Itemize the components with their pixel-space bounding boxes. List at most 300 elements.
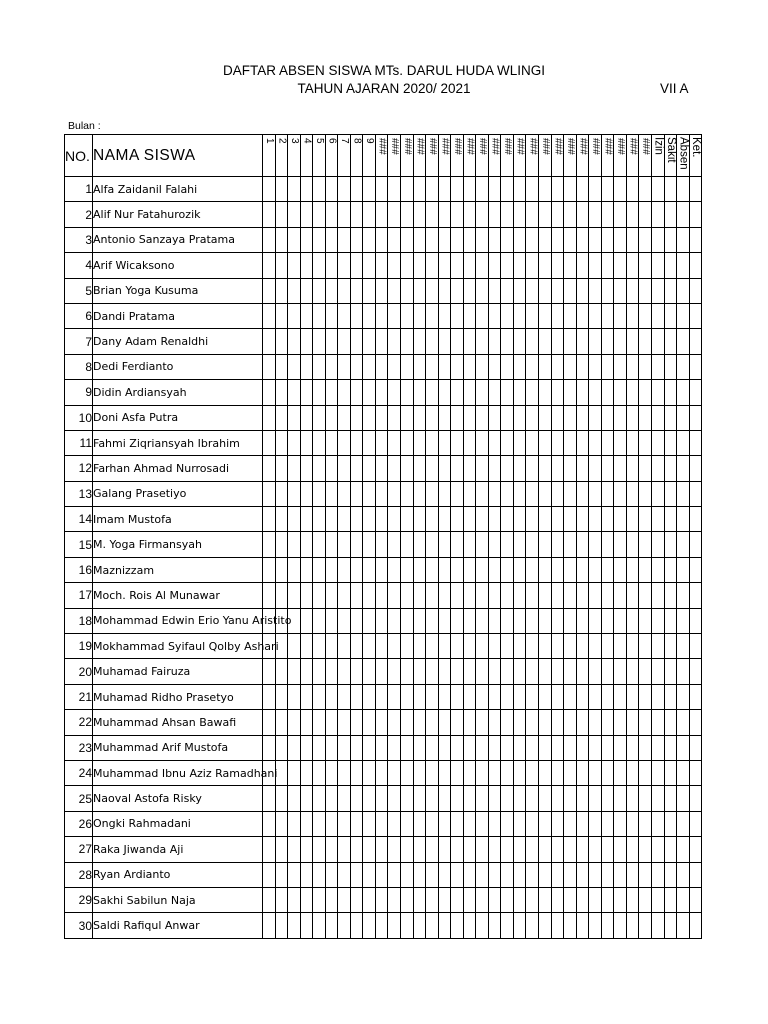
recap-cell[interactable] xyxy=(677,583,690,608)
attendance-cell[interactable] xyxy=(438,380,451,405)
attendance-cell[interactable] xyxy=(275,253,288,278)
attendance-cell[interactable] xyxy=(338,887,351,912)
attendance-cell[interactable] xyxy=(463,811,476,836)
attendance-cell[interactable] xyxy=(476,278,489,303)
attendance-cell[interactable] xyxy=(313,786,326,811)
attendance-cell[interactable] xyxy=(338,811,351,836)
attendance-cell[interactable] xyxy=(375,278,388,303)
attendance-cell[interactable] xyxy=(626,532,639,557)
attendance-cell[interactable] xyxy=(551,507,564,532)
recap-cell[interactable] xyxy=(664,202,677,227)
attendance-cell[interactable] xyxy=(451,227,464,252)
attendance-cell[interactable] xyxy=(388,862,401,887)
attendance-cell[interactable] xyxy=(451,837,464,862)
attendance-cell[interactable] xyxy=(614,405,627,430)
attendance-cell[interactable] xyxy=(501,354,514,379)
attendance-cell[interactable] xyxy=(413,634,426,659)
attendance-cell[interactable] xyxy=(626,405,639,430)
attendance-cell[interactable] xyxy=(325,481,338,506)
attendance-cell[interactable] xyxy=(313,634,326,659)
attendance-cell[interactable] xyxy=(426,532,439,557)
attendance-cell[interactable] xyxy=(501,887,514,912)
attendance-cell[interactable] xyxy=(488,634,501,659)
attendance-cell[interactable] xyxy=(539,913,552,938)
attendance-cell[interactable] xyxy=(463,456,476,481)
attendance-cell[interactable] xyxy=(350,710,363,735)
attendance-cell[interactable] xyxy=(401,481,414,506)
attendance-cell[interactable] xyxy=(263,202,276,227)
attendance-cell[interactable] xyxy=(476,862,489,887)
attendance-cell[interactable] xyxy=(564,278,577,303)
recap-cell[interactable] xyxy=(689,760,702,785)
attendance-cell[interactable] xyxy=(375,710,388,735)
attendance-cell[interactable] xyxy=(375,303,388,328)
attendance-cell[interactable] xyxy=(338,837,351,862)
attendance-cell[interactable] xyxy=(576,862,589,887)
attendance-cell[interactable] xyxy=(551,659,564,684)
recap-cell[interactable] xyxy=(689,634,702,659)
recap-cell[interactable] xyxy=(651,303,664,328)
attendance-cell[interactable] xyxy=(413,887,426,912)
attendance-cell[interactable] xyxy=(526,532,539,557)
recap-cell[interactable] xyxy=(664,811,677,836)
attendance-cell[interactable] xyxy=(325,405,338,430)
attendance-cell[interactable] xyxy=(463,253,476,278)
attendance-cell[interactable] xyxy=(589,507,602,532)
attendance-cell[interactable] xyxy=(539,405,552,430)
attendance-cell[interactable] xyxy=(539,684,552,709)
attendance-cell[interactable] xyxy=(476,634,489,659)
attendance-cell[interactable] xyxy=(601,507,614,532)
attendance-cell[interactable] xyxy=(501,507,514,532)
attendance-cell[interactable] xyxy=(539,430,552,455)
attendance-cell[interactable] xyxy=(614,380,627,405)
attendance-cell[interactable] xyxy=(426,557,439,582)
attendance-cell[interactable] xyxy=(476,913,489,938)
attendance-cell[interactable] xyxy=(451,634,464,659)
attendance-cell[interactable] xyxy=(501,735,514,760)
attendance-cell[interactable] xyxy=(325,380,338,405)
attendance-cell[interactable] xyxy=(551,583,564,608)
attendance-cell[interactable] xyxy=(350,608,363,633)
attendance-cell[interactable] xyxy=(463,837,476,862)
attendance-cell[interactable] xyxy=(539,811,552,836)
attendance-cell[interactable] xyxy=(601,303,614,328)
attendance-cell[interactable] xyxy=(325,583,338,608)
attendance-cell[interactable] xyxy=(288,710,301,735)
attendance-cell[interactable] xyxy=(388,913,401,938)
attendance-cell[interactable] xyxy=(288,481,301,506)
attendance-cell[interactable] xyxy=(564,862,577,887)
attendance-cell[interactable] xyxy=(501,837,514,862)
attendance-cell[interactable] xyxy=(263,354,276,379)
attendance-cell[interactable] xyxy=(300,227,313,252)
attendance-cell[interactable] xyxy=(639,177,652,202)
attendance-cell[interactable] xyxy=(375,481,388,506)
recap-cell[interactable] xyxy=(689,659,702,684)
attendance-cell[interactable] xyxy=(438,811,451,836)
attendance-cell[interactable] xyxy=(576,811,589,836)
attendance-cell[interactable] xyxy=(451,862,464,887)
attendance-cell[interactable] xyxy=(263,837,276,862)
attendance-cell[interactable] xyxy=(551,862,564,887)
attendance-cell[interactable] xyxy=(626,380,639,405)
attendance-cell[interactable] xyxy=(539,710,552,735)
attendance-cell[interactable] xyxy=(564,430,577,455)
attendance-cell[interactable] xyxy=(275,278,288,303)
attendance-cell[interactable] xyxy=(388,760,401,785)
attendance-cell[interactable] xyxy=(501,583,514,608)
attendance-cell[interactable] xyxy=(300,532,313,557)
attendance-cell[interactable] xyxy=(350,786,363,811)
attendance-cell[interactable] xyxy=(363,354,376,379)
attendance-cell[interactable] xyxy=(438,710,451,735)
attendance-cell[interactable] xyxy=(551,354,564,379)
attendance-cell[interactable] xyxy=(564,811,577,836)
attendance-cell[interactable] xyxy=(639,557,652,582)
attendance-cell[interactable] xyxy=(325,837,338,862)
attendance-cell[interactable] xyxy=(350,532,363,557)
attendance-cell[interactable] xyxy=(539,227,552,252)
attendance-cell[interactable] xyxy=(614,735,627,760)
attendance-cell[interactable] xyxy=(601,354,614,379)
attendance-cell[interactable] xyxy=(614,507,627,532)
attendance-cell[interactable] xyxy=(325,430,338,455)
recap-cell[interactable] xyxy=(677,786,690,811)
attendance-cell[interactable] xyxy=(476,659,489,684)
attendance-cell[interactable] xyxy=(476,608,489,633)
attendance-cell[interactable] xyxy=(476,405,489,430)
attendance-cell[interactable] xyxy=(275,227,288,252)
attendance-cell[interactable] xyxy=(589,253,602,278)
attendance-cell[interactable] xyxy=(513,837,526,862)
attendance-cell[interactable] xyxy=(363,786,376,811)
attendance-cell[interactable] xyxy=(288,786,301,811)
attendance-cell[interactable] xyxy=(338,735,351,760)
attendance-cell[interactable] xyxy=(426,659,439,684)
attendance-cell[interactable] xyxy=(526,862,539,887)
attendance-cell[interactable] xyxy=(325,278,338,303)
recap-cell[interactable] xyxy=(664,430,677,455)
attendance-cell[interactable] xyxy=(438,354,451,379)
attendance-cell[interactable] xyxy=(275,811,288,836)
attendance-cell[interactable] xyxy=(626,227,639,252)
attendance-cell[interactable] xyxy=(526,481,539,506)
attendance-cell[interactable] xyxy=(363,253,376,278)
attendance-cell[interactable] xyxy=(626,354,639,379)
attendance-cell[interactable] xyxy=(438,913,451,938)
attendance-cell[interactable] xyxy=(338,354,351,379)
attendance-cell[interactable] xyxy=(589,430,602,455)
attendance-cell[interactable] xyxy=(413,608,426,633)
recap-cell[interactable] xyxy=(689,253,702,278)
recap-cell[interactable] xyxy=(664,913,677,938)
recap-cell[interactable] xyxy=(677,202,690,227)
attendance-cell[interactable] xyxy=(363,862,376,887)
attendance-cell[interactable] xyxy=(413,253,426,278)
attendance-cell[interactable] xyxy=(564,684,577,709)
attendance-cell[interactable] xyxy=(300,456,313,481)
attendance-cell[interactable] xyxy=(375,659,388,684)
attendance-cell[interactable] xyxy=(263,735,276,760)
attendance-cell[interactable] xyxy=(626,430,639,455)
attendance-cell[interactable] xyxy=(463,532,476,557)
attendance-cell[interactable] xyxy=(551,202,564,227)
attendance-cell[interactable] xyxy=(526,354,539,379)
attendance-cell[interactable] xyxy=(576,405,589,430)
attendance-cell[interactable] xyxy=(601,405,614,430)
attendance-cell[interactable] xyxy=(488,329,501,354)
attendance-cell[interactable] xyxy=(601,329,614,354)
attendance-cell[interactable] xyxy=(263,177,276,202)
attendance-cell[interactable] xyxy=(526,303,539,328)
attendance-cell[interactable] xyxy=(614,913,627,938)
attendance-cell[interactable] xyxy=(589,913,602,938)
attendance-cell[interactable] xyxy=(338,430,351,455)
attendance-cell[interactable] xyxy=(476,481,489,506)
attendance-cell[interactable] xyxy=(451,735,464,760)
attendance-cell[interactable] xyxy=(501,710,514,735)
attendance-cell[interactable] xyxy=(589,557,602,582)
attendance-cell[interactable] xyxy=(476,177,489,202)
attendance-cell[interactable] xyxy=(363,710,376,735)
attendance-cell[interactable] xyxy=(551,913,564,938)
attendance-cell[interactable] xyxy=(488,278,501,303)
attendance-cell[interactable] xyxy=(388,811,401,836)
attendance-cell[interactable] xyxy=(589,710,602,735)
attendance-cell[interactable] xyxy=(513,760,526,785)
attendance-cell[interactable] xyxy=(413,735,426,760)
attendance-cell[interactable] xyxy=(551,177,564,202)
attendance-cell[interactable] xyxy=(488,811,501,836)
attendance-cell[interactable] xyxy=(300,608,313,633)
recap-cell[interactable] xyxy=(651,913,664,938)
attendance-cell[interactable] xyxy=(350,684,363,709)
attendance-cell[interactable] xyxy=(463,887,476,912)
attendance-cell[interactable] xyxy=(463,583,476,608)
attendance-cell[interactable] xyxy=(626,303,639,328)
attendance-cell[interactable] xyxy=(438,430,451,455)
attendance-cell[interactable] xyxy=(300,735,313,760)
attendance-cell[interactable] xyxy=(438,659,451,684)
attendance-cell[interactable] xyxy=(363,837,376,862)
attendance-cell[interactable] xyxy=(614,811,627,836)
attendance-cell[interactable] xyxy=(401,177,414,202)
attendance-cell[interactable] xyxy=(325,710,338,735)
attendance-cell[interactable] xyxy=(413,862,426,887)
attendance-cell[interactable] xyxy=(526,634,539,659)
attendance-cell[interactable] xyxy=(413,303,426,328)
attendance-cell[interactable] xyxy=(463,278,476,303)
attendance-cell[interactable] xyxy=(476,202,489,227)
attendance-cell[interactable] xyxy=(564,557,577,582)
attendance-cell[interactable] xyxy=(589,760,602,785)
attendance-cell[interactable] xyxy=(350,862,363,887)
attendance-cell[interactable] xyxy=(426,837,439,862)
attendance-cell[interactable] xyxy=(501,786,514,811)
attendance-cell[interactable] xyxy=(388,837,401,862)
attendance-cell[interactable] xyxy=(401,837,414,862)
attendance-cell[interactable] xyxy=(488,507,501,532)
attendance-cell[interactable] xyxy=(325,177,338,202)
attendance-cell[interactable] xyxy=(350,278,363,303)
recap-cell[interactable] xyxy=(664,862,677,887)
attendance-cell[interactable] xyxy=(451,532,464,557)
attendance-cell[interactable] xyxy=(463,202,476,227)
attendance-cell[interactable] xyxy=(513,177,526,202)
attendance-cell[interactable] xyxy=(438,837,451,862)
attendance-cell[interactable] xyxy=(401,227,414,252)
attendance-cell[interactable] xyxy=(476,837,489,862)
attendance-cell[interactable] xyxy=(463,913,476,938)
attendance-cell[interactable] xyxy=(375,608,388,633)
attendance-cell[interactable] xyxy=(501,532,514,557)
attendance-cell[interactable] xyxy=(426,887,439,912)
attendance-cell[interactable] xyxy=(426,811,439,836)
attendance-cell[interactable] xyxy=(288,430,301,455)
attendance-cell[interactable] xyxy=(275,430,288,455)
attendance-cell[interactable] xyxy=(375,887,388,912)
attendance-cell[interactable] xyxy=(601,557,614,582)
recap-cell[interactable] xyxy=(689,456,702,481)
attendance-cell[interactable] xyxy=(451,202,464,227)
attendance-cell[interactable] xyxy=(476,329,489,354)
attendance-cell[interactable] xyxy=(526,430,539,455)
attendance-cell[interactable] xyxy=(639,202,652,227)
attendance-cell[interactable] xyxy=(313,177,326,202)
attendance-cell[interactable] xyxy=(300,684,313,709)
attendance-cell[interactable] xyxy=(626,481,639,506)
attendance-cell[interactable] xyxy=(589,202,602,227)
attendance-cell[interactable] xyxy=(614,278,627,303)
attendance-cell[interactable] xyxy=(601,430,614,455)
attendance-cell[interactable] xyxy=(426,760,439,785)
attendance-cell[interactable] xyxy=(576,380,589,405)
attendance-cell[interactable] xyxy=(275,329,288,354)
attendance-cell[interactable] xyxy=(313,253,326,278)
attendance-cell[interactable] xyxy=(426,583,439,608)
attendance-cell[interactable] xyxy=(564,456,577,481)
attendance-cell[interactable] xyxy=(526,786,539,811)
attendance-cell[interactable] xyxy=(388,253,401,278)
attendance-cell[interactable] xyxy=(488,786,501,811)
recap-cell[interactable] xyxy=(677,837,690,862)
attendance-cell[interactable] xyxy=(488,430,501,455)
attendance-cell[interactable] xyxy=(401,278,414,303)
attendance-cell[interactable] xyxy=(375,177,388,202)
recap-cell[interactable] xyxy=(664,837,677,862)
attendance-cell[interactable] xyxy=(551,329,564,354)
attendance-cell[interactable] xyxy=(526,253,539,278)
attendance-cell[interactable] xyxy=(375,760,388,785)
attendance-cell[interactable] xyxy=(614,532,627,557)
attendance-cell[interactable] xyxy=(513,634,526,659)
attendance-cell[interactable] xyxy=(639,760,652,785)
attendance-cell[interactable] xyxy=(438,608,451,633)
attendance-cell[interactable] xyxy=(350,481,363,506)
attendance-cell[interactable] xyxy=(263,303,276,328)
attendance-cell[interactable] xyxy=(589,684,602,709)
recap-cell[interactable] xyxy=(651,405,664,430)
attendance-cell[interactable] xyxy=(639,278,652,303)
attendance-cell[interactable] xyxy=(476,811,489,836)
attendance-cell[interactable] xyxy=(488,862,501,887)
attendance-cell[interactable] xyxy=(413,430,426,455)
attendance-cell[interactable] xyxy=(551,481,564,506)
attendance-cell[interactable] xyxy=(589,862,602,887)
attendance-cell[interactable] xyxy=(300,760,313,785)
attendance-cell[interactable] xyxy=(476,507,489,532)
recap-cell[interactable] xyxy=(651,811,664,836)
recap-cell[interactable] xyxy=(651,634,664,659)
recap-cell[interactable] xyxy=(664,786,677,811)
attendance-cell[interactable] xyxy=(288,760,301,785)
attendance-cell[interactable] xyxy=(526,329,539,354)
attendance-cell[interactable] xyxy=(350,634,363,659)
attendance-cell[interactable] xyxy=(576,710,589,735)
recap-cell[interactable] xyxy=(651,735,664,760)
attendance-cell[interactable] xyxy=(413,227,426,252)
attendance-cell[interactable] xyxy=(375,532,388,557)
attendance-cell[interactable] xyxy=(639,227,652,252)
attendance-cell[interactable] xyxy=(363,634,376,659)
attendance-cell[interactable] xyxy=(375,405,388,430)
attendance-cell[interactable] xyxy=(325,329,338,354)
attendance-cell[interactable] xyxy=(275,354,288,379)
attendance-cell[interactable] xyxy=(338,532,351,557)
attendance-cell[interactable] xyxy=(501,634,514,659)
attendance-cell[interactable] xyxy=(639,354,652,379)
attendance-cell[interactable] xyxy=(300,786,313,811)
attendance-cell[interactable] xyxy=(564,735,577,760)
attendance-cell[interactable] xyxy=(275,202,288,227)
attendance-cell[interactable] xyxy=(539,862,552,887)
attendance-cell[interactable] xyxy=(338,303,351,328)
attendance-cell[interactable] xyxy=(375,354,388,379)
attendance-cell[interactable] xyxy=(551,557,564,582)
attendance-cell[interactable] xyxy=(413,354,426,379)
attendance-cell[interactable] xyxy=(288,735,301,760)
attendance-cell[interactable] xyxy=(564,253,577,278)
attendance-cell[interactable] xyxy=(501,303,514,328)
attendance-cell[interactable] xyxy=(476,557,489,582)
attendance-cell[interactable] xyxy=(375,253,388,278)
recap-cell[interactable] xyxy=(677,405,690,430)
recap-cell[interactable] xyxy=(677,634,690,659)
attendance-cell[interactable] xyxy=(388,507,401,532)
attendance-cell[interactable] xyxy=(438,481,451,506)
attendance-cell[interactable] xyxy=(639,583,652,608)
recap-cell[interactable] xyxy=(677,735,690,760)
attendance-cell[interactable] xyxy=(313,913,326,938)
attendance-cell[interactable] xyxy=(313,329,326,354)
attendance-cell[interactable] xyxy=(501,202,514,227)
recap-cell[interactable] xyxy=(651,380,664,405)
attendance-cell[interactable] xyxy=(275,913,288,938)
attendance-cell[interactable] xyxy=(363,177,376,202)
attendance-cell[interactable] xyxy=(626,456,639,481)
attendance-cell[interactable] xyxy=(501,862,514,887)
recap-cell[interactable] xyxy=(664,329,677,354)
attendance-cell[interactable] xyxy=(388,481,401,506)
attendance-cell[interactable] xyxy=(275,532,288,557)
attendance-cell[interactable] xyxy=(426,405,439,430)
attendance-cell[interactable] xyxy=(576,227,589,252)
recap-cell[interactable] xyxy=(664,735,677,760)
attendance-cell[interactable] xyxy=(388,583,401,608)
attendance-cell[interactable] xyxy=(513,253,526,278)
attendance-cell[interactable] xyxy=(350,405,363,430)
